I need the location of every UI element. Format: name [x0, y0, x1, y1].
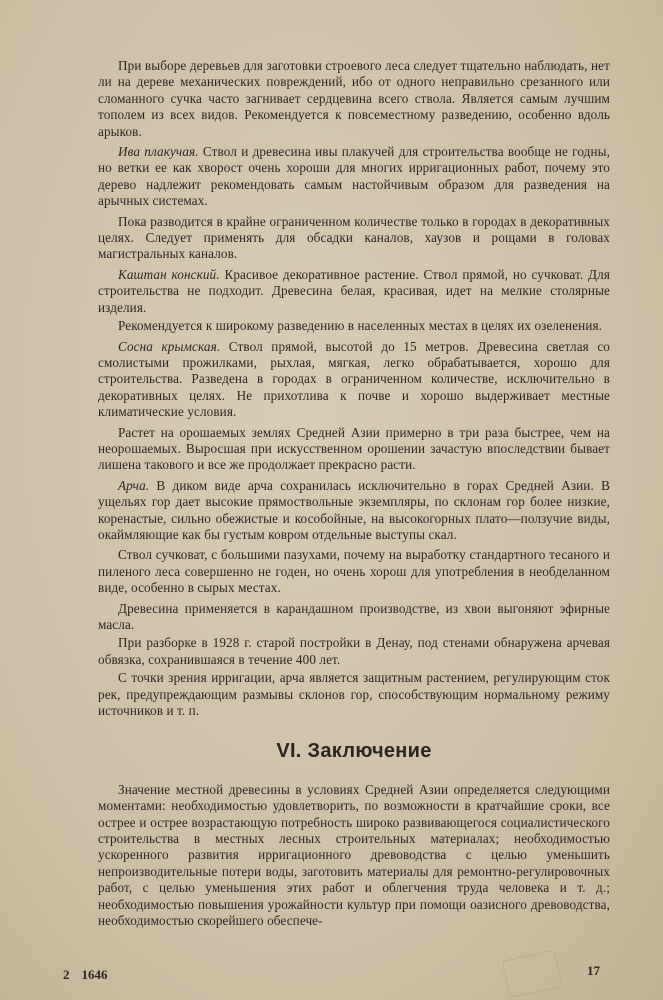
species-title-chestnut: Каштан конский. — [118, 266, 220, 282]
paragraph-chestnut — [98, 267, 610, 316]
paragraph-12: С точки зрения ирригации, арча является защитным растением, регулирующим сток рек, предупреждающим размывы склонов гор, способствующим нормальному режиму источников и т. п. — [98, 670, 610, 719]
paragraph-pine — [98, 339, 610, 421]
library-stamp — [502, 950, 563, 998]
paragraph-5: Рекомендуется к широкому разведению в населенных местах в целях их озеленения. — [118, 318, 603, 334]
paragraph-9: Ствол сучковат, с большими пазухами, почему на выработку стандартного тесаного и пиленого леса совершенно не годен, но очень хорош для употребления в необделанном виде, особенно в сырых местах. — [98, 547, 610, 596]
print-number: 1646 — [81, 967, 108, 982]
paragraph-3: Пока разводится в крайне ограниченном количестве только в городах в декоративных целях. Следует применять для обсадки каналов, хаузов и рощами в головах магистральных каналов. — [98, 213, 610, 262]
species-title-willow: Ива плакучая. — [118, 144, 199, 160]
species-title-pine: Сосна крымская. — [118, 338, 221, 354]
paragraph-willow-text: Ствол и древесина ивы плакучей для строительства вообще не годны, но ветки ее как хворост очень хороши для многих ирригационных работ, почему это дерево надлежит рекомендовать самым настойчивым образом для разведения на арычных системах. — [98, 144, 611, 209]
signature-mark: 2 — [63, 967, 70, 982]
paragraph-1: При выборе деревьев для заготовки строевого леса следует тщательно наблюдать, нет ли на дереве механических повреждений, ибо от одного неправильно срезанного или сломанного сучка часто загнивает сердцевина всего ствола. Является самым лучшим тополем из всех видов. Рекомендуется к повсеместному разведению, особенно вдоль арыков. — [98, 58, 610, 139]
paragraph-willow — [98, 144, 610, 210]
page-number: 17 — [587, 963, 600, 978]
paragraph-juniper-text: В диком виде арча сохранилась исключительно в горах Средней Азии. В ущельях гор дает высокие прямоствольные экземпляры, по склонам гор более низкие, коренастые, сильно обежистые и кособойные, на высокогорных плато—ползучие виды, окаймляющие как бы густым ковром отдельные выступы скал. — [98, 477, 610, 542]
paragraph-chestnut-text: Красивое декоративное растение. Ствол прямой, но сучковат. Для строительства не подходит. Древесина белая, красивая, идет на мелкие столярные изделия. — [98, 266, 610, 315]
paragraph-juniper — [98, 478, 610, 544]
conclusion-paragraph: Значение местной древесины в условиях Средней Азии определяется следующими моментами: необходимостью удовлетворить, по возможности в кратчайшие сроки, все острее и острее возрастающую потребность широко развивающегося социалистического строительства в местных лесных строительных материалах; необходимостью ускоренного развития ирригационного древоводства с целью уменьшить непроизводительные потери воды, заготовить материалы для ремонтно-регулировочных работ, с целью уменьшения этих работ и облегчения труда человека и т. д.; необходимостью повышения урожайности культур при помощи оазисного древоводства, необходимостью скорейшего обеспече- — [98, 781, 610, 929]
paragraph-7: Растет на орошаемых землях Средней Азии примерно в три раза быстрее, чем на неорошаемых. Выросшая при искусственном орошении зачастую впоследствии бывает лишена такового и все же продолжает прекрасно расти. — [98, 424, 610, 473]
section-heading: VI. Заключение — [276, 740, 432, 763]
species-title-juniper: Арча. — [118, 477, 150, 493]
paragraph-pine-text: Ствол прямой, высотой до 15 метров. Древесина светлая со смолистыми прожилками, рыхлая, мягкая, легко обрабатывается, хорошо для строительства. Разведена в городах в ограниченном количестве, исключительно в декоративных целях. Не прихотлива к почве и хорошо выдерживает местные климатические условия. — [98, 338, 611, 420]
body-text — [98, 58, 610, 934]
paragraph-10: Древесина применяется в карандашном производстве, из хвои выгоняют эфирные масла. — [98, 600, 610, 632]
paragraph-11: При разборке в 1928 г. старой постройки в Денау, под стенами обнаружена арчевая обвязка, сохранившаяся в течение 400 лет. — [98, 635, 610, 667]
footer-signature — [63, 967, 120, 983]
